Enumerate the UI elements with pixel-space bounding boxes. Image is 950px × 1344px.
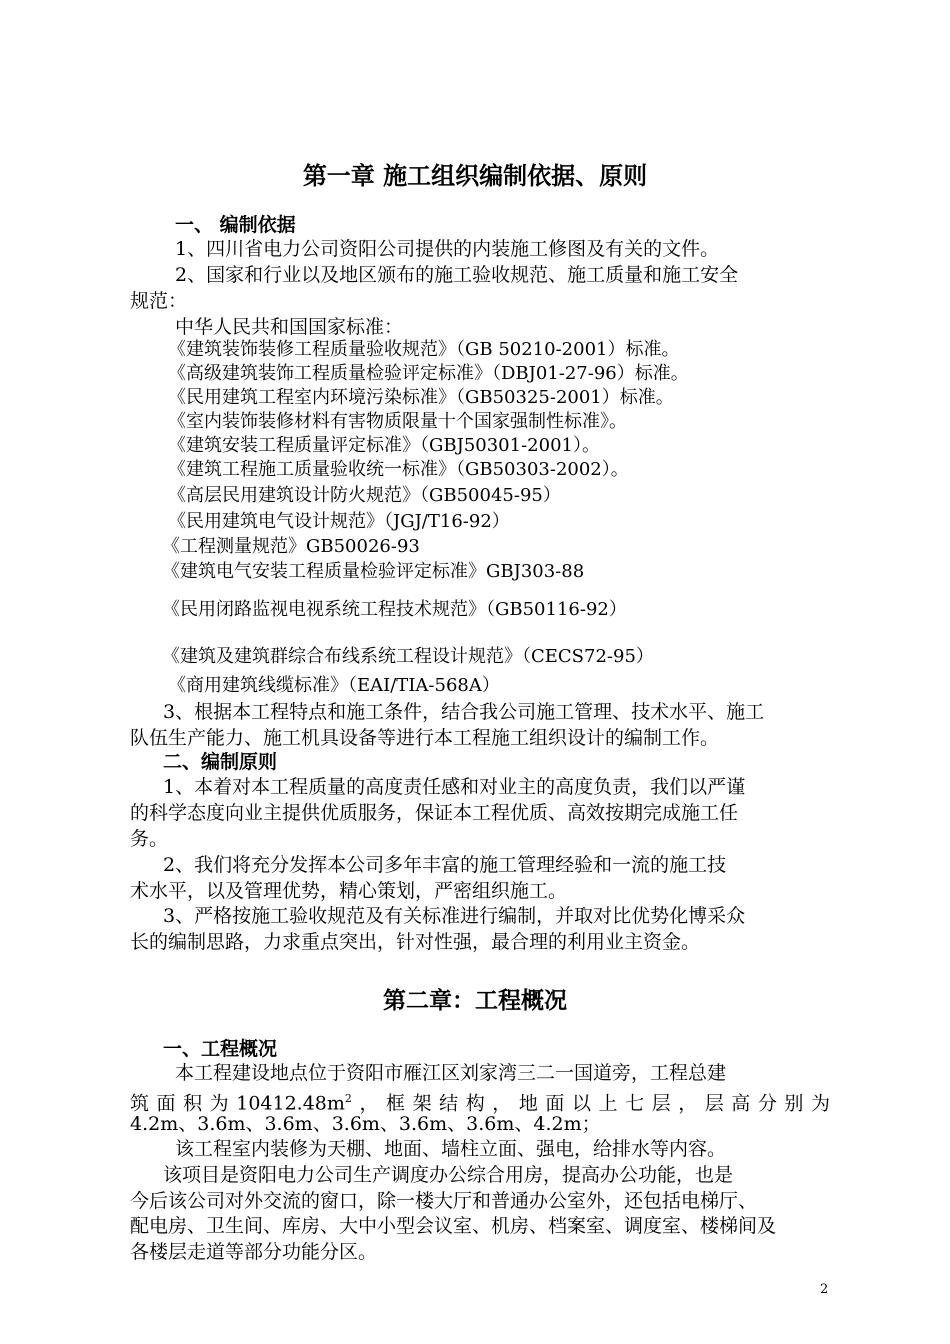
standard-item: 《室内装饰装修材料有害物质限量十个国家强制性标准》。 — [168, 411, 627, 432]
standard-item: 《高级建筑装饰工程质量检验评定标准》（DBJ01-27-96）标准。 — [168, 363, 689, 384]
area-text: 筑面积为10412.48m — [130, 1092, 345, 1115]
overview-2: 该工程室内装修为天棚、地面、墙柱立面、强电，给排水等内容。 — [175, 1138, 727, 1160]
section-heading-principles: 二、编制原则 — [163, 751, 278, 773]
principle-3-line2: 长的编制思路，力求重点突出，针对性强，最合理的利用业主资金。 — [130, 931, 701, 953]
standard-item: 《高层民用建筑设计防火规范》（GB50045-95） — [168, 485, 561, 506]
standard-item: 《建筑及建筑群综合布线系统工程设计规范》（CECS72-95） — [162, 646, 654, 667]
overview-1-line3: 4.2m、3.6m、3.6m、3.6m、3.6m、3.6m、4.2m； — [130, 1113, 601, 1135]
standard-item: 《建筑安装工程质量评定标准》（GBJ50301-2001）。 — [168, 435, 600, 456]
area-superscript: 2 — [344, 1092, 352, 1105]
overview-3-line1: 该项目是资阳电力公司生产调度办公综合用房，提高办公功能，也是 — [163, 1164, 734, 1186]
paragraph-basis-3-line2: 队伍生产能力、施工机具设备等进行本工程施工组织设计的编制工作。 — [130, 727, 720, 749]
standard-item: 《工程测量规范》GB50026-93 — [162, 536, 420, 557]
principle-2-line2: 术水平，以及管理优势，精心策划，严密组织施工。 — [130, 880, 568, 902]
overview-3-line3: 配电房、卫生间、库房、大中小型会议室、机房、档案室、调度室、楼梯间及 — [130, 1215, 777, 1237]
page-number: 2 — [820, 1282, 829, 1297]
section-heading-basis: 一、 编制依据 — [175, 214, 296, 236]
standard-item: 《建筑电气安装工程质量检验评定标准》GBJ303-88 — [162, 561, 585, 582]
principle-1-line2: 的科学态度向业主提供优质服务，保证本工程优质、高效按期完成施工任 — [130, 802, 739, 824]
chapter-2-title: 第二章：工程概况 — [383, 988, 567, 1014]
overview-1-line1: 本工程建设地点位于资阳市雁江区刘家湾三二一国道旁，工程总建 — [175, 1062, 727, 1084]
national-standard-label: 中华人民共和国国家标准： — [175, 316, 404, 338]
paragraph-basis-2-line2: 规范： — [130, 290, 188, 312]
principle-3-line1: 3、严格按施工验收规范及有关标准进行编制，并取对比优势化博采众 — [163, 905, 746, 927]
principle-2-line1: 2、我们将充分发挥本公司多年丰富的施工管理经验和一流的施工技 — [163, 854, 727, 876]
standard-item: 《民用闭路监视电视系统工程技术规范》（GB50116-92） — [162, 599, 627, 620]
principle-1-line3: 务。 — [130, 828, 169, 850]
standard-item: 《建筑装饰装修工程质量验收规范》（GB 50210-2001）标准。 — [168, 339, 680, 360]
chapter-1-title: 第一章 施工组织编制依据、原则 — [302, 162, 648, 190]
standard-item: 《建筑工程施工质量验收统一标准》（GB50303-2002）。 — [168, 459, 629, 480]
paragraph-basis-1: 1、四川省电力公司资阳公司提供的内装施工修图及有关的文件。 — [175, 238, 720, 260]
paragraph-basis-2-line1: 2、国家和行业以及地区颁布的施工验收规范、施工质量和施工安全 — [175, 264, 739, 286]
paragraph-basis-3-line1: 3、根据本工程特点和施工条件，结合我公司施工管理、技术水平、施工 — [163, 701, 765, 723]
structure-text: ，框架结构，地面以上七层，层高分别为 — [351, 1092, 830, 1115]
standard-item: 《民用建筑工程室内环境污染标准》（GB50325-2001）标准。 — [168, 387, 674, 408]
principle-1-line1: 1、本着对本工程质量的高度责任感和对业主的高度负责，我们以严谨 — [163, 776, 746, 798]
standard-item: 《商用建筑线缆标准》（EAI/TIA-568A） — [168, 675, 500, 696]
section-heading-overview: 一、工程概况 — [163, 1038, 278, 1060]
standard-item: 《民用建筑电气设计规范》（JGJ/T16-92） — [168, 511, 510, 532]
overview-3-line4: 各楼层走道等部分功能分区。 — [130, 1241, 378, 1263]
overview-3-line2: 今后该公司对外交流的窗口，除一楼大厅和普通办公室外，还包括电梯厅、 — [130, 1190, 758, 1212]
